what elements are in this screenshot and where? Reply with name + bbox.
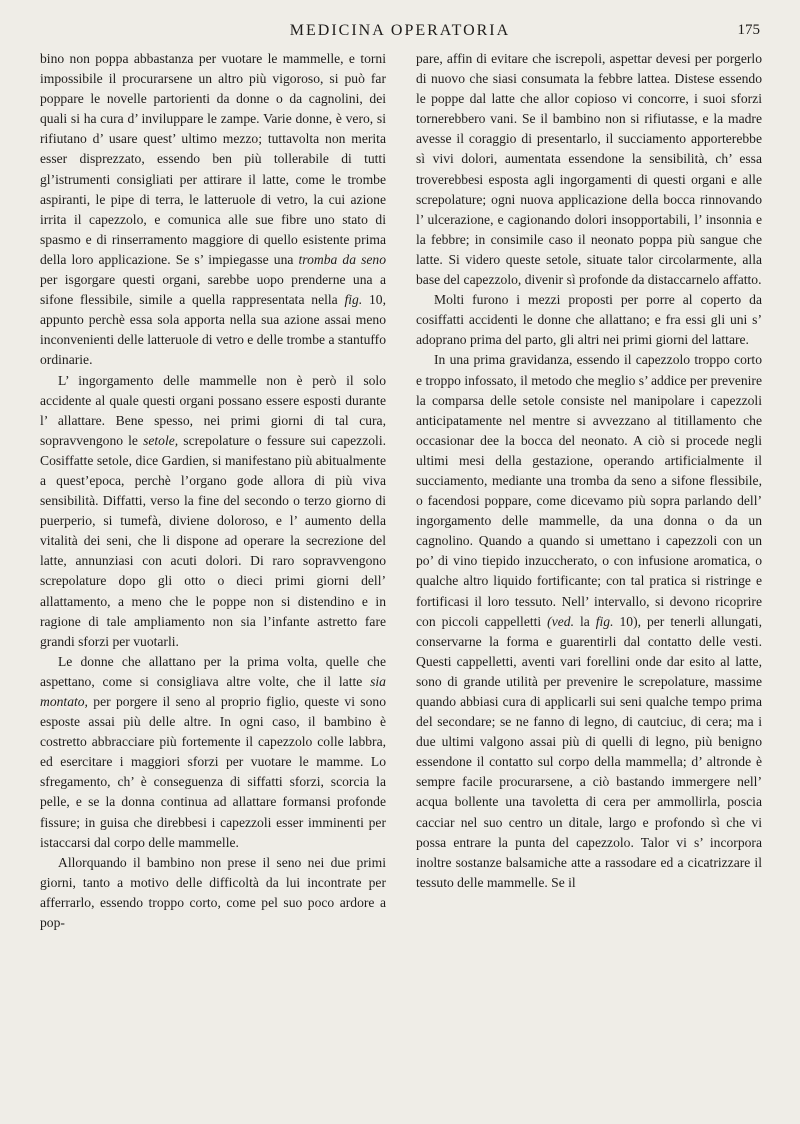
- paragraph: [416, 290, 762, 350]
- emphasis: sia montato,: [40, 673, 386, 709]
- figure-ref: fig.: [344, 292, 363, 308]
- text: In una prima gravidanza, essendo il capezzolo troppo corto e troppo infossato, il metodo che meglio s’ addice per prevenire la comparsa delle setole consiste nel manipolare i capezzoli anticipatamente nel mentre si avvezzano al titillamento che occasionar dee la bocca del neonato. A ciò si procede negli ultimi mesi della gestazione, operando artificialmente il succiamento, mediante una tromba da seno a sifone flessibile, o facendosi poppare, come dicevamo più sopra parlando dell’ ingorgamento delle mammelle, da una donna o da un cagnolino. Quando a quando si umettano i capezzoli con un po’ di vino tiepido inzuccherato, o con infusione aromatica, o qualche altro liquido fortificante; con tal pratica si ristringe e fortificasi il loro tessuto. Nell’ intervallo, si devono ricoprire con piccoli cappelletti: [416, 352, 762, 629]
- page-number: 175: [737, 22, 760, 38]
- text: L’ ingorgamento delle mammelle non è però il solo accidente al quale questi organi possano essere esposti durante l’ allattare. Bene spesso, nei primi giorni di tal cura, sopravvengono le: [40, 372, 386, 448]
- right-column: [416, 49, 762, 893]
- paragraph: [40, 371, 386, 652]
- paragraph: [416, 49, 762, 290]
- text: 10), per tenerli allungati, conservarne la forma e guarentirli dal contatto delle vesti. Questi cappelletti, aventi vari forellini onde dar esito al latte, sono di grande utilità per prevenire le screpolature, massime quando abbiasi cura di applicarli sui seni qualche tempo prima del secondare; se ne fanno di legno, di cautciuc, di cera; ma i due ultimi valgono assai più di quelli di legno, più benigno essendone il contatto sul corpo della mammella; d’ altronde è sempre facile procurarsene, a ciò bastando immergere nell’ acqua bollente una tavoletta di cera per ammollirla, poscia cacciar nel suo centro un ditale, largo e profondo sì che vi possa entrare la punta del capezzolo. Talor vi s’ incorpora inoltre sostanze balsamiche atte a rassodare ed a cicatrizzare il tessuto delle mammelle. Se il: [416, 613, 762, 890]
- text: screpolature o fessure sui capezzoli. Cosiffatte setole, dice Gardien, si manifestano più abitualmente a quest’epoca, perchè l’organo gode allora di più viva sensibilità. Diffatti, verso la fine del secondo o terzo giorno di puerperio, si tumefà, diviene doloroso, e l’ aumento della vitalità dei seni, che li dispone ad operare la secrezione del latte, annunziasi con acuti dolori. Di raro sopravvengono screpolature dopo gli otto o dieci primi giorni dell’ allattamento, a meno che le poppe non si distendino e in ragione di tale ampliamento non sia l’infante astretto fare grandi sforzi per vuotarli.: [40, 432, 386, 649]
- text: pare, affin di evitare che iscrepoli, aspettar devesi per porgerlo di nuovo che siasi consumata la febbre lattea. Distese essendo le poppe dal latte che allor copioso vi concorre, i suoi sforzi tornerebbero vani. Se il bambino non si rifiutasse, e la madre avesse il coraggio di presentarlo, il succiamento apporterebbe sì vivi dolori, aumentata essendone la sensibilità, ch’ essa troverebbesi esposta agli ingorgamenti di questi organi e alle screpolature; ogni nuova applicazione della bocca rinnovando l’ ulcerazione, e cagionando dolori insopportabili, l’ insonnia e la febbre; in consimile caso il neonato poppa più sangue che latte. Si videro queste setole, situate talor circolarmente, alla base del capezzolo, divenir sì profonde da distaccarnelo affatto.: [416, 51, 762, 288]
- left-column: [40, 49, 386, 933]
- figure-ref: fig.: [595, 613, 614, 629]
- running-title: MEDICINA OPERATORIA: [289, 22, 511, 39]
- emphasis: setole,: [143, 432, 179, 448]
- text: 10, appunto perchè essa sola apporta nella sua azione assai meno inconvenienti delle latteruole di vetro e delle trombe a stantuffo ordinarie.: [40, 292, 386, 368]
- text: Le donne che allattano per la prima volta, quelle che aspettano, come si consigliava altre volte, che il latte: [40, 653, 386, 689]
- text: Allorquando il bambino non prese il seno nei due primi giorni, tanto a motivo delle difficoltà da lui incontrate per afferrarlo, essendo troppo corto, come pel suo poco ardore a pop-: [40, 854, 386, 931]
- text: per porgere il seno al proprio figlio, queste vi sono esposte assai più delle altre. In ogni caso, il bambino è costretto abbracciare più fortemente il capezzolo colle labbra, ed esercitare i maggiori sforzi per vuotare le mamme. Lo sfregamento, ch’ è conseguenza di siffatti sforzi, scorcia la pelle, e se la donna continua ad allattare formansi profonde fissure; in guisa che direbbesi i capezzoli esser imminenti per istaccarsi dal corpo delle mammelle.: [40, 694, 386, 850]
- emphasis: tromba da seno: [298, 251, 387, 267]
- paragraph: [40, 652, 386, 853]
- paragraph: [416, 350, 762, 893]
- text: per isgorgare questi organi, sarebbe uopo prenderne una a sifone flessibile, simile a quella rappresentata nella: [40, 272, 386, 308]
- text: la: [579, 613, 590, 629]
- text: Molti furono i mezzi proposti per porre al coperto da cosiffatti accidenti le donne che allattano; e fra essi gli uni s’ adoprano prima del parto, gli altri nei primi giorni del lattare.: [416, 292, 762, 348]
- paragraph: [40, 853, 386, 933]
- text: bino non poppa abbastanza per vuotare le mammelle, e torni impossibile il procurarsene un altro più vigoroso, si può far poppare le novelle partorienti da donne o da cagnolini, dei quali si ha cura d’ inviluppare le zampe. Varie donne, è vero, si rifiutano d’ usare quest’ ultimo mezzo; tuttavolta non merita esser disprezzato, essendo ben più tollerabile di tutti gl’istrumenti consigliati per attirare il latte, come le trombe aspiranti, le pipe di terra, le latteruole di vetro, la cui azione irrita il capezzolo, e comunica alle sue fibre uno stato di spasmo e di rinserramento maggiore di quello esistente prima della loro applicazione. Se s’ impiegasse una: [40, 51, 386, 267]
- page-header: [40, 22, 760, 44]
- paragraph: [40, 49, 386, 371]
- emphasis: (ved.: [547, 613, 574, 629]
